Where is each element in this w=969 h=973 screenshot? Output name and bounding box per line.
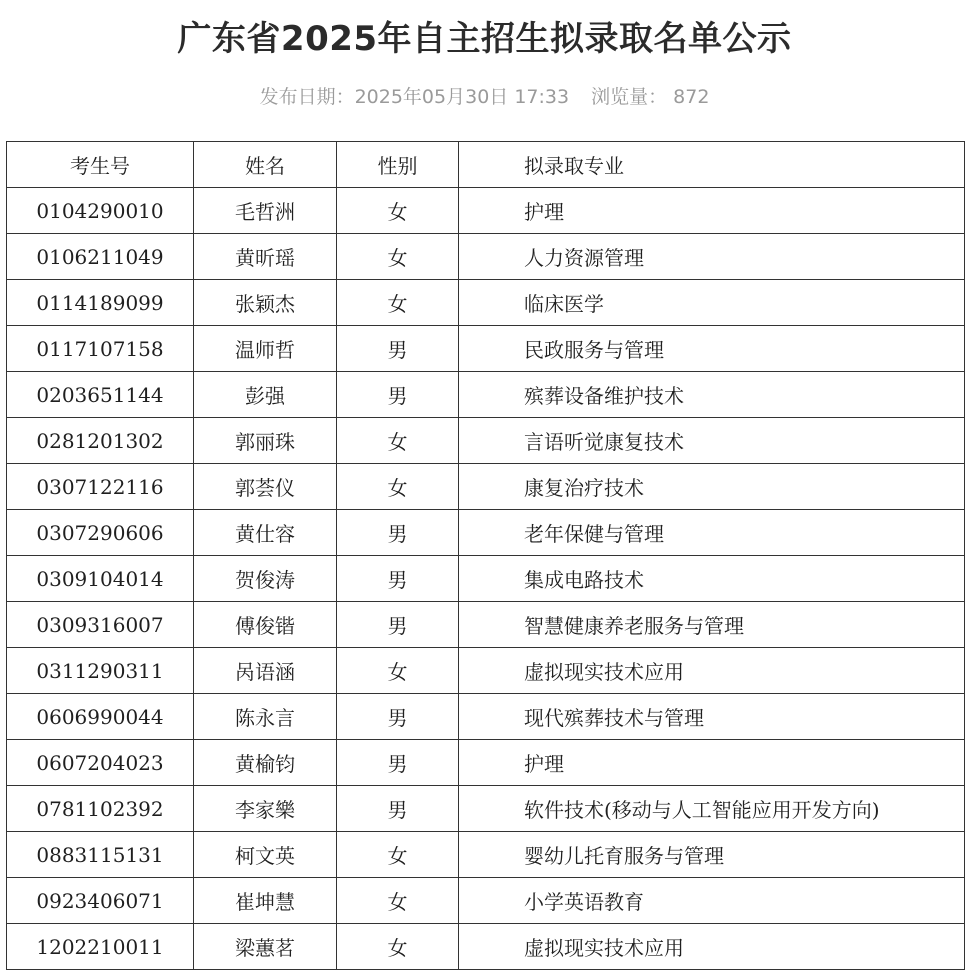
cell-name: 郭丽珠 xyxy=(194,418,337,464)
cell-gender: 男 xyxy=(337,602,459,648)
publish-date: 发布日期：2025年05月30日 17:33 xyxy=(259,86,570,108)
table-row xyxy=(7,740,965,786)
cell-exam-id: 0883115131 xyxy=(7,832,194,878)
cell-name: 黄仕容 xyxy=(194,510,337,556)
cell-exam-id: 0106211049 xyxy=(7,234,194,280)
cell-exam-id: 0607204023 xyxy=(7,740,194,786)
table-body xyxy=(7,188,965,970)
cell-gender: 男 xyxy=(337,510,459,556)
cell-name: 傅俊锴 xyxy=(194,602,337,648)
cell-gender: 女 xyxy=(337,418,459,464)
cell-gender: 女 xyxy=(337,464,459,510)
cell-major: 小学英语教育 xyxy=(459,878,965,924)
cell-gender: 女 xyxy=(337,648,459,694)
cell-gender: 女 xyxy=(337,832,459,878)
table-row xyxy=(7,464,965,510)
cell-gender: 男 xyxy=(337,326,459,372)
cell-major: 临床医学 xyxy=(459,280,965,326)
cell-name: 柯文英 xyxy=(194,832,337,878)
cell-gender: 女 xyxy=(337,234,459,280)
publish-meta xyxy=(0,82,969,112)
table-row xyxy=(7,188,965,234)
cell-major: 言语听觉康复技术 xyxy=(459,418,965,464)
cell-name: 温师哲 xyxy=(194,326,337,372)
cell-name: 梁蕙茗 xyxy=(194,924,337,970)
cell-gender: 女 xyxy=(337,924,459,970)
cell-exam-id: 0781102392 xyxy=(7,786,194,832)
table-row xyxy=(7,280,965,326)
views-label: 浏览量： xyxy=(591,86,668,108)
table-row xyxy=(7,832,965,878)
table-header-row xyxy=(7,142,965,188)
cell-major: 护理 xyxy=(459,188,965,234)
cell-gender: 女 xyxy=(337,878,459,924)
cell-exam-id: 0606990044 xyxy=(7,694,194,740)
table-row xyxy=(7,326,965,372)
header-major: 拟录取专业 xyxy=(459,142,965,188)
cell-major: 婴幼儿托育服务与管理 xyxy=(459,832,965,878)
cell-name: 郭荟仪 xyxy=(194,464,337,510)
cell-exam-id: 0117107158 xyxy=(7,326,194,372)
cell-name: 李家樂 xyxy=(194,786,337,832)
cell-name: 毛哲洲 xyxy=(194,188,337,234)
cell-major: 民政服务与管理 xyxy=(459,326,965,372)
table-row xyxy=(7,418,965,464)
cell-gender: 女 xyxy=(337,280,459,326)
header-exam-id: 考生号 xyxy=(7,142,194,188)
table-row xyxy=(7,510,965,556)
cell-name: 张颖杰 xyxy=(194,280,337,326)
cell-major: 软件技术(移动与人工智能应用开发方向) xyxy=(459,786,965,832)
cell-major: 集成电路技术 xyxy=(459,556,965,602)
cell-major: 虚拟现实技术应用 xyxy=(459,648,965,694)
table-row xyxy=(7,648,965,694)
admission-list-table xyxy=(6,141,965,970)
cell-exam-id: 0307290606 xyxy=(7,510,194,556)
cell-exam-id: 0203651144 xyxy=(7,372,194,418)
cell-name: 黄昕瑶 xyxy=(194,234,337,280)
table-row xyxy=(7,372,965,418)
cell-exam-id: 0311290311 xyxy=(7,648,194,694)
header-gender: 性别 xyxy=(337,142,459,188)
cell-exam-id: 0923406071 xyxy=(7,878,194,924)
cell-exam-id: 0307122116 xyxy=(7,464,194,510)
cell-major: 智慧健康养老服务与管理 xyxy=(459,602,965,648)
cell-major: 人力资源管理 xyxy=(459,234,965,280)
table-row xyxy=(7,786,965,832)
cell-major: 殡葬设备维护技术 xyxy=(459,372,965,418)
cell-exam-id: 0309316007 xyxy=(7,602,194,648)
table-row xyxy=(7,556,965,602)
table-row xyxy=(7,694,965,740)
cell-gender: 男 xyxy=(337,694,459,740)
cell-exam-id: 1202210011 xyxy=(7,924,194,970)
cell-name: 黄榆钧 xyxy=(194,740,337,786)
cell-gender: 男 xyxy=(337,786,459,832)
cell-major: 虚拟现实技术应用 xyxy=(459,924,965,970)
cell-exam-id: 0114189099 xyxy=(7,280,194,326)
cell-gender: 女 xyxy=(337,188,459,234)
cell-exam-id: 0281201302 xyxy=(7,418,194,464)
table-row xyxy=(7,234,965,280)
cell-major: 康复治疗技术 xyxy=(459,464,965,510)
cell-exam-id: 0104290010 xyxy=(7,188,194,234)
cell-name: 彭强 xyxy=(194,372,337,418)
header-name: 姓名 xyxy=(194,142,337,188)
cell-exam-id: 0309104014 xyxy=(7,556,194,602)
cell-name: 贺俊涛 xyxy=(194,556,337,602)
table-row xyxy=(7,924,965,970)
cell-name: 呙语涵 xyxy=(194,648,337,694)
table-row xyxy=(7,878,965,924)
cell-name: 崔坤慧 xyxy=(194,878,337,924)
cell-major: 老年保健与管理 xyxy=(459,510,965,556)
cell-gender: 男 xyxy=(337,556,459,602)
cell-major: 现代殡葬技术与管理 xyxy=(459,694,965,740)
cell-gender: 男 xyxy=(337,372,459,418)
cell-gender: 男 xyxy=(337,740,459,786)
cell-major: 护理 xyxy=(459,740,965,786)
page-title: 广东省2025年自主招生拟录取名单公示 xyxy=(177,19,792,59)
table-row xyxy=(7,602,965,648)
cell-name: 陈永言 xyxy=(194,694,337,740)
views-count: 872 xyxy=(673,86,710,108)
